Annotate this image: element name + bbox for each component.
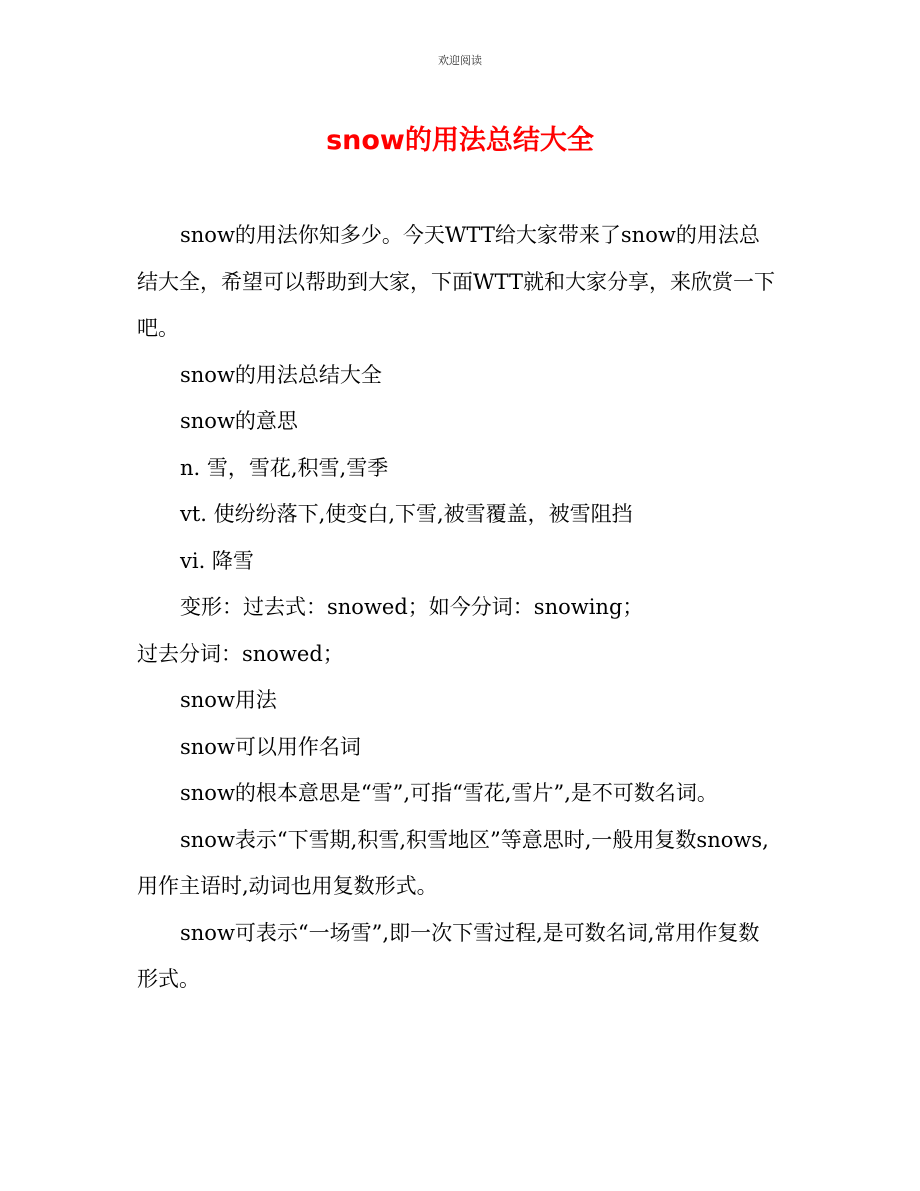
paragraph-vi-meaning: vi. 降雪 bbox=[180, 548, 254, 573]
paragraph-section-heading: snow的用法总结大全 bbox=[180, 362, 382, 387]
document-title: snow的用法总结大全 bbox=[326, 125, 594, 156]
paragraph-past-participle: 过去分词：snowed； bbox=[137, 641, 344, 666]
paragraph-inflections: 变形：过去式：snowed；如今分词：snowing； bbox=[180, 595, 644, 619]
paragraph-plural-usage: snow表示“下雪期,积雪,积雪地区”等意思时,一般用复数snows,用作主语时,动词也用复数形式。 bbox=[137, 827, 769, 898]
paragraph-basic-meaning: snow的根本意思是“雪”,可指“雪花,雪片”,是不可数名词。 bbox=[180, 781, 718, 805]
document-body bbox=[137, 212, 777, 1003]
paragraph-countable-usage: snow可表示“一场雪”,即一次下雪过程,是可数名词,常用作复数形式。 bbox=[137, 920, 760, 991]
paragraph-vt-meaning: vt. 使纷纷落下,使变白,下雪,被雪覆盖，被雪阻挡 bbox=[180, 502, 633, 526]
page-header-note: 欢迎阅读 bbox=[438, 54, 482, 67]
paragraph-meaning-heading: snow的意思 bbox=[180, 409, 298, 433]
paragraph-noun-usage-heading: snow可以用作名词 bbox=[180, 734, 361, 759]
paragraph-noun-meaning: n. 雪，雪花,积雪,雪季 bbox=[180, 455, 389, 480]
paragraph-intro: snow的用法你知多少。今天WTT给大家带来了snow的用法总结大全，希望可以帮助到大家，下面WTT就和大家分享，来欣赏一下吧。 bbox=[137, 223, 775, 340]
paragraph-usage-heading: snow用法 bbox=[180, 688, 277, 712]
